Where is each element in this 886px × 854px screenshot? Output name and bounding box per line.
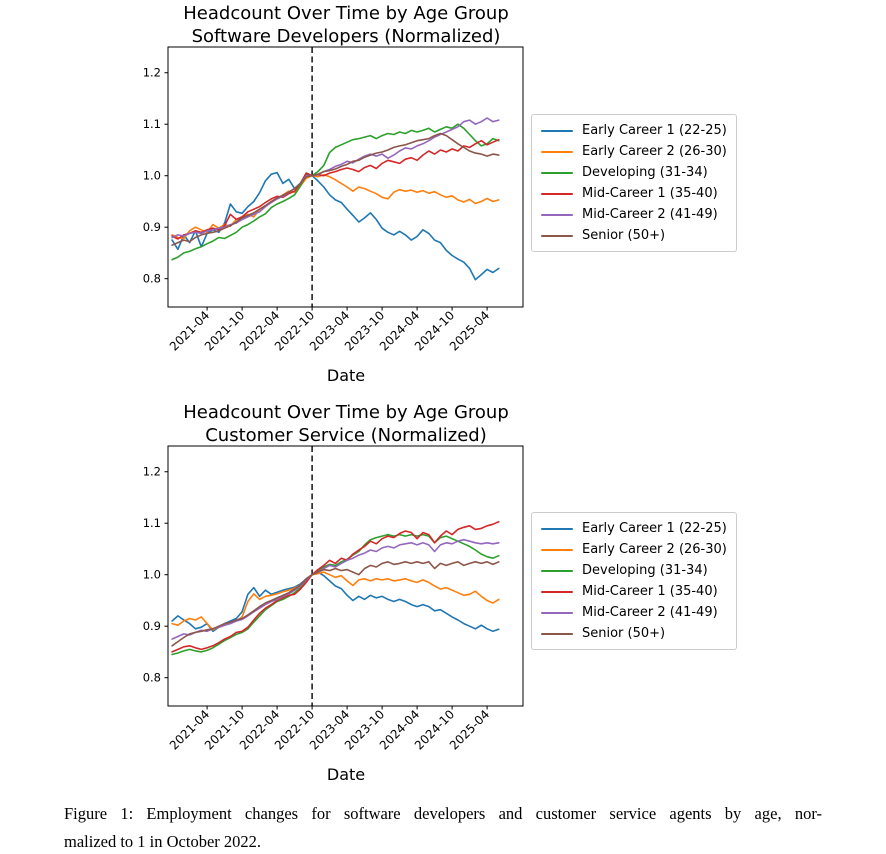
legend-label: Developing (31-34) (582, 165, 708, 180)
legend-label: Early Career 2 (26-30) (582, 542, 727, 557)
legend-label: Mid-Career 1 (35-40) (582, 186, 718, 201)
legend-item (541, 605, 727, 620)
line-swatch-icon (541, 528, 573, 530)
y-tick-label: 1.2 (142, 65, 161, 80)
line-swatch-icon (541, 214, 573, 216)
legend-item (541, 563, 727, 578)
y-tick-label: 1.1 (142, 117, 161, 132)
series-line-early-career-2-26-30- (172, 572, 499, 630)
series-line-early-career-1-22-25- (172, 572, 499, 631)
legend-item (541, 123, 727, 138)
x-tick-label: 2021-10 (201, 308, 248, 354)
series-line-mid-career-2-41-49- (172, 118, 499, 238)
chart2-title-line2: Customer Service (Normalized) (205, 424, 487, 446)
series-line-senior-50- (172, 562, 499, 646)
chart2-xlabel: Date (326, 765, 366, 784)
x-tick-label: 2022-10 (271, 707, 318, 753)
x-tick-label: 2024-10 (411, 308, 458, 354)
legend-item (541, 626, 727, 641)
line-swatch-icon (541, 193, 573, 195)
x-tick-label: 2025-04 (446, 308, 493, 354)
legend-label: Senior (50+) (582, 626, 666, 641)
y-tick-label: 0.8 (142, 670, 161, 685)
x-tick-label: 2023-10 (341, 707, 388, 753)
customer-service-chart (100, 439, 560, 791)
x-tick-label: 2024-04 (376, 308, 423, 354)
figure-caption (64, 800, 822, 854)
x-tick-label: 2025-04 (446, 707, 493, 753)
legend-item (541, 228, 727, 243)
x-tick-label: 2023-10 (341, 308, 388, 354)
chart1-xlabel: Date (326, 366, 366, 385)
y-tick-label: 1.0 (142, 168, 161, 183)
x-tick-label: 2024-10 (411, 707, 458, 753)
x-tick-label: 2021-04 (166, 308, 213, 354)
chart1-title-line1: Headcount Over Time by Age Group (183, 3, 509, 24)
line-swatch-icon (541, 235, 573, 237)
line-swatch-icon (541, 633, 573, 635)
chart2-legend (531, 512, 737, 650)
legend-item (541, 144, 727, 159)
software-developers-chart (100, 40, 560, 392)
y-tick-label: 0.8 (142, 271, 161, 286)
legend-item (541, 584, 727, 599)
x-tick-label: 2022-04 (236, 308, 283, 354)
x-tick-label: 2023-04 (306, 308, 353, 354)
series-line-mid-career-1-35-40- (172, 140, 499, 239)
legend-label: Early Career 1 (22-25) (582, 521, 727, 536)
chart2-title-line1: Headcount Over Time by Age Group (183, 402, 509, 423)
legend-item (541, 186, 727, 201)
legend-label: Senior (50+) (582, 228, 666, 243)
caption-line2: malized to 1 in October 2022. (64, 831, 262, 851)
line-swatch-icon (541, 172, 573, 174)
legend-label: Mid-Career 1 (35-40) (582, 584, 718, 599)
series-line-developing-31-34- (172, 535, 499, 655)
y-tick-label: 0.9 (142, 220, 161, 235)
y-tick-label: 1.0 (142, 567, 161, 582)
series-line-developing-31-34- (172, 124, 499, 259)
legend-label: Mid-Career 2 (41-49) (582, 605, 718, 620)
chart1-legend (531, 114, 737, 252)
y-tick-label: 0.9 (142, 619, 161, 634)
chart1-title-line2: Software Developers (Normalized) (191, 25, 501, 47)
legend-label: Developing (31-34) (582, 563, 708, 578)
y-tick-label: 1.2 (142, 464, 161, 479)
legend-label: Early Career 2 (26-30) (582, 144, 727, 159)
x-tick-label: 2021-10 (201, 707, 248, 753)
line-swatch-icon (541, 591, 573, 593)
line-swatch-icon (541, 570, 573, 572)
x-tick-label: 2022-04 (236, 707, 283, 753)
x-tick-label: 2022-10 (271, 308, 318, 354)
line-swatch-icon (541, 612, 573, 614)
legend-item (541, 542, 727, 557)
legend-label: Early Career 1 (22-25) (582, 123, 727, 138)
x-tick-label: 2023-04 (306, 707, 353, 753)
line-swatch-icon (541, 549, 573, 551)
x-tick-label: 2021-04 (166, 707, 213, 753)
axes-frame (168, 446, 523, 706)
x-tick-label: 2024-04 (376, 707, 423, 753)
y-tick-label: 1.1 (142, 516, 161, 531)
line-swatch-icon (541, 130, 573, 132)
legend-label: Mid-Career 2 (41-49) (582, 207, 718, 222)
legend-item (541, 207, 727, 222)
legend-item (541, 165, 727, 180)
line-swatch-icon (541, 151, 573, 153)
caption-line1: Figure 1: Employment changes for software developers and customer service agents by age, nor- (64, 804, 822, 823)
legend-item (541, 521, 727, 536)
